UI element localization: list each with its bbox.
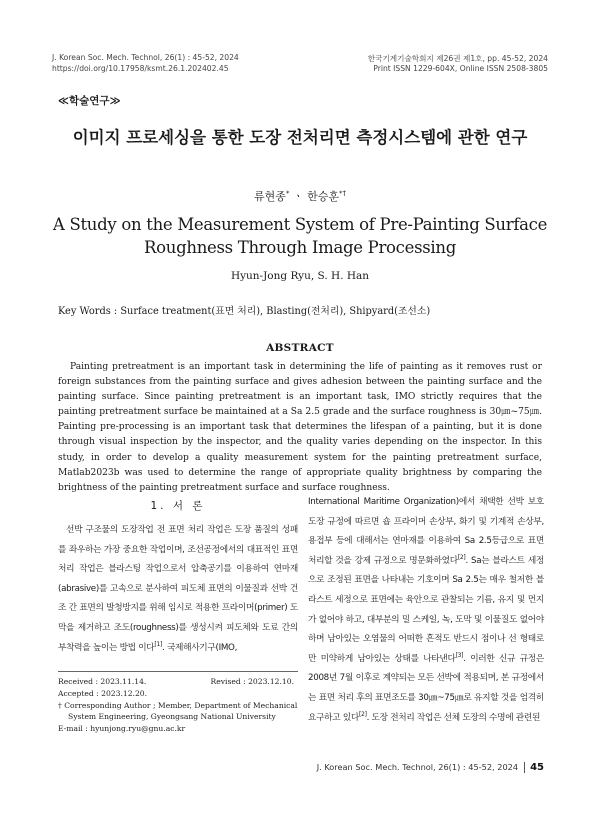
citation-ref[interactable]: [1]: [154, 640, 163, 648]
intro-left-column: [58, 521, 298, 658]
corresponding-email[interactable]: E-mail : hyunjong.ryu@gnu.ac.kr: [58, 723, 186, 733]
corresponding-author-note: [58, 700, 300, 734]
title-english: A Study on the Measurement System of Pre-Painting Surface Roughness Through Image Processing: [52, 215, 548, 257]
intro-left-text: 선박 구조물의 도장작업 전 표면 처리 작업은 도장 품질의 성패를 좌우하는 가장 중요한 작업이며, 조선공정에서의 대표적인 표면 처리 작업은 블라스팅 작업으로서 압축공기를 이용하여 연마재(abrasive)를 고속으로 분사하여 피도체 표면의 이물질과 선박 건조 간 표면의 발청방지를 위해 임시로 적용한 프라이머(primer) 도막을 제거하고 조도(roughness)를 생성시켜 피도체와 도료 간의 부착력을 높이는 방법 이다: [58, 525, 298, 653]
page-footer: [317, 762, 544, 773]
accepted-date: Accepted : 2023.12.20.: [58, 689, 148, 698]
author-2-mark: *†: [338, 189, 346, 198]
issn-info: Print ISSN 1229-604X, Online ISSN 2508-3805: [373, 64, 548, 73]
intro-right-p4: . 도장 전처리 작업은 선체 도장의 수명에 관련된: [366, 712, 541, 723]
intro-left-tail: . 국제해사기구(IMO,: [162, 642, 238, 653]
intro-right-column: [308, 493, 544, 728]
intro-right-p3: . 이러한 신규 규정은 2008년 7월 이후로 계약되는 모든 선박에 적용되며, 본 규정에서는 표면 처리 후의 표면조도를 30㎛~75㎛로 유지할 것을 엄격히 요구하고 있다: [308, 653, 544, 723]
citation-ref[interactable]: [3]: [455, 651, 464, 659]
footnote-dates: [58, 676, 298, 687]
keywords-text: Surface treatment(표면 처리), Blasting(전처리), Shipyard(조선소): [120, 306, 431, 317]
author-2-name: 한승훈: [307, 190, 339, 203]
author-separator: ㆍ: [292, 190, 304, 203]
received-date: Received : 2023.11.14.: [58, 677, 147, 686]
corresponding-author: † Corresponding Author ; Member, Department of Mechanical System Engineering, Gyeongsang National University: [58, 701, 298, 722]
authors-english: Hyun-Jong Ryu, S. H. Han: [230, 270, 370, 282]
abstract-heading: ABSTRACT: [266, 342, 334, 354]
citation-ref[interactable]: [2]: [457, 553, 466, 561]
revised-date: Revised : 2023.12.10.: [210, 677, 294, 686]
abstract-body: Painting pretreatment is an important task in determining the life of painting as it removes rust or foreign substances from the painting surface and gives adhesion between the painting surface and the painting surface. Since painting pretreatment is an important task, IMO strictly requires that the painting pretreatment surface be maintained at a Sa 2.5 grade and the surface roughness is 30㎛~75㎛. Painting pre-processing is an important task that determines the lifespan of a painting, but it is done through visual inspection by the inspector, and the quality varies depending on the inspector. In this study, in order to develop a quality measurement system for the painting pretreatment surface, Matlab2023b was used to determine the range of appropriate quality brightness by comparing the brightness of the painting pretreatment surface and surface roughness.: [58, 362, 542, 493]
intro-right-p2: . Sa는 블라스트 세정으로 조정된 표면을 나타내는 기호이며 Sa 2.5는 매우 철저한 블라스트 세정으로 표면에는 육안으로 관찰되는 기름, 유지 및 먼지가 없어야 하고, 대부분의 밀 스케일, 녹, 도막 및 이물질도 없어야 하며 남아있는 오염물의 어떠한 흔적도 반드시 점이나 선 형태로만 미약하게 남아있는 상태를 나타낸다: [308, 555, 544, 664]
article-category: ≪학술연구≫: [58, 95, 121, 107]
keywords-label: Key Words :: [58, 306, 121, 317]
footer-citation: J. Korean Soc. Mech. Technol, 26(1) : 45-52, 2024: [316, 762, 519, 772]
section-heading-introduction: 1. 서 론: [150, 500, 206, 512]
author-1-name: 류현종: [254, 190, 286, 203]
citation-ref[interactable]: [2]: [359, 710, 367, 718]
author-1-mark: *: [285, 189, 290, 198]
running-header-korean: 한국기계기술학회지 제26권 제1호, pp. 45-52, 2024: [367, 54, 548, 63]
footer-divider: [524, 762, 525, 773]
title-korean: 이미지 프로세싱을 통한 도장 전처리면 측정시스템에 관한 연구: [72, 128, 528, 147]
doi-link[interactable]: https://doi.org/10.17958/ksmt.26.1.202402.45: [52, 64, 229, 73]
intro-right-p1: International Maritime Organization)에서 채택한 선박 보호 도장 규정에 따르면 숍 프라이머 손상부, 화기 및 기계적 손상부, 용접부 등에 대해서는 연마재를 이용하여 Sa 2.5등급으로 표면 처리할 것을 강제 규정으로 명문화하였다: [308, 497, 544, 566]
page-number: 45: [530, 762, 544, 773]
keywords: [58, 303, 430, 317]
footnote-divider: [58, 671, 298, 672]
authors-korean: [0, 188, 600, 204]
running-header-citation: J. Korean Soc. Mech. Technol, 26(1) : 45-52, 2024: [52, 53, 239, 62]
